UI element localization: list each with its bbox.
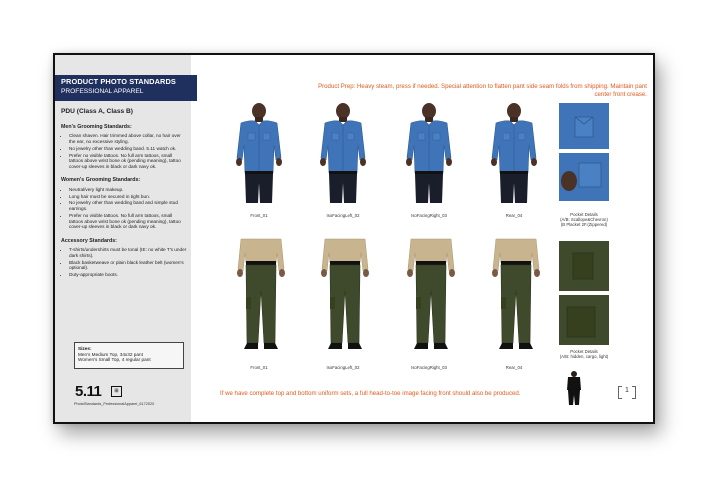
pant-front-photo xyxy=(237,239,285,349)
list-item: • Prefer no visible tattoos. No full arm tattoos, small tattoos above wrist bone ok (pending meaning), tattoo cover-up sleeves in black or dark navy ok. xyxy=(69,153,187,170)
photo-caption: IsoFacingRight_03 xyxy=(411,365,447,370)
shirt-pocket-detail-photo xyxy=(559,103,609,201)
list-item: • Prefer no visible tattoos. No full arm tattoos, small tattoos above wrist bone ok (pending meaning), tattoo cover-up sleeves in black or dark navy ok. xyxy=(69,213,187,230)
shirt-front-photo xyxy=(236,103,282,203)
page-subtitle: PROFESSIONAL APPAREL xyxy=(61,88,144,95)
list-item: • No jewelry other than wedding band. 5.11 watch ok. xyxy=(69,146,187,152)
photo-caption: Rear_04 xyxy=(505,365,523,370)
photo-caption: Pocket Details (A/B: Scallope&Chevron) (B Placket 2F.(Zippered) xyxy=(560,212,608,227)
photo-caption: Pocket Details (A/B: hidden, cargo, light) xyxy=(559,349,609,359)
photo-caption: IsoFacingLeft_02 xyxy=(326,365,360,370)
document-page xyxy=(53,53,655,424)
pant-rear-photo xyxy=(492,239,540,349)
page-number: 1 xyxy=(622,387,632,394)
product-prep-note: Product Prep: Heavy steam, press if needed. Special attention to flatten pant side seam folds from shipping. Maintain pant center front crease. xyxy=(318,83,647,98)
logo-mark-icon: ⊞ xyxy=(111,386,122,397)
shirt-iso-left-photo xyxy=(320,103,366,203)
page-title: PRODUCT PHOTO STANDARDS xyxy=(61,77,176,86)
photo-caption: Front_01 xyxy=(250,213,268,218)
photo-caption: Front_01 xyxy=(250,365,268,370)
womens-standards-title: Women's Grooming Standards: xyxy=(61,177,141,184)
accessory-standards-title: Accessory Standards: xyxy=(61,237,117,244)
size-line: Women's Small Top, 4 regular pant xyxy=(78,357,151,362)
list-item: • Clean shaven. Hair trimmed above collar, no hair over the ear, no excessive styling. xyxy=(69,133,187,144)
pant-iso-left-photo xyxy=(321,239,369,349)
photo-caption: Rear_04 xyxy=(505,213,523,218)
list-item: • No jewelry other than wedding band and simple stud earrings. xyxy=(69,200,187,211)
photo-caption: IsoFacingRight_03 xyxy=(411,213,447,218)
shirt-rear-photo xyxy=(491,103,537,203)
list-item: • T-shirts/undershirts must be tonal (IE: no white T's under dark shirts). xyxy=(69,247,187,258)
list-item: • Long hair must be secured in tight bun. xyxy=(69,194,187,200)
brand-logo: 5.11 xyxy=(75,383,102,400)
list-item: • Neutral/very light makeup. xyxy=(69,187,187,193)
section-heading: PDU (Class A, Class B) xyxy=(61,108,133,115)
full-set-note: If we have complete top and bottom uniform sets, a full head-to-toe image facing front should also be produced. xyxy=(220,390,521,397)
list-item: • Duty-appropriate boots. xyxy=(69,272,187,278)
size-line: Men's Medium Top, 34x32 pant xyxy=(78,352,143,357)
photo-caption: IsoFacingLeft_02 xyxy=(326,213,360,218)
mens-standards-title: Men's Grooming Standards: xyxy=(61,123,132,130)
footer-filename: PhotoStandards_ProfessionalApparel_6172020 xyxy=(74,402,155,406)
pant-pocket-detail-photo xyxy=(559,241,609,345)
sizes-title: Sizes: xyxy=(78,346,92,351)
list-item: • Black basketweave or plain black leather belt (women's optional). xyxy=(69,260,187,271)
full-uniform-thumbnail xyxy=(567,371,581,405)
pant-iso-right-photo xyxy=(407,239,455,349)
shirt-iso-right-photo xyxy=(406,103,452,203)
